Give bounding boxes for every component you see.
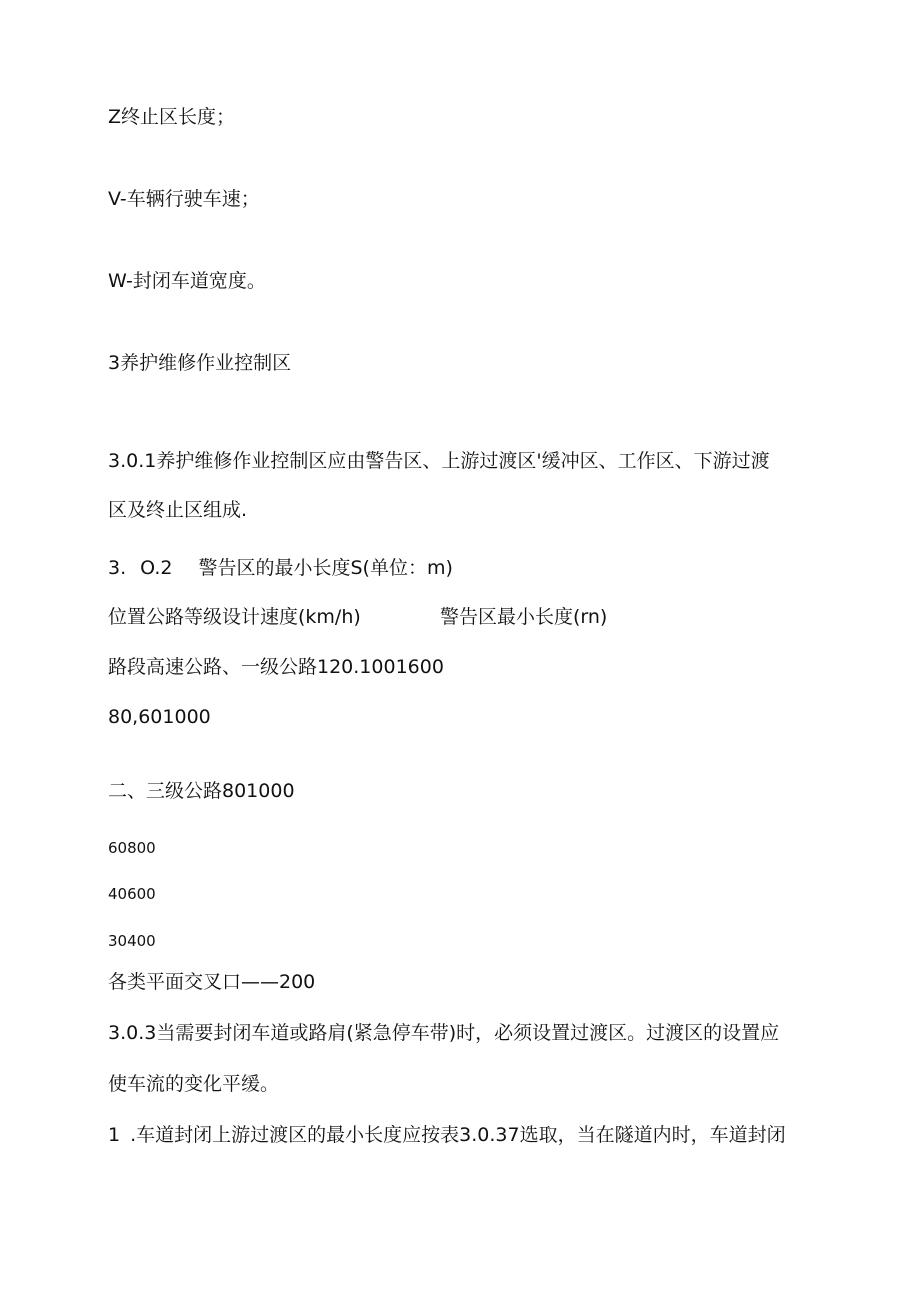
definition-w: W-封闭车道宽度。 — [108, 270, 266, 292]
clause-number-part1: 3. — [108, 557, 127, 579]
definition-z: Z终止区长度； — [108, 106, 236, 128]
clause-3-0-3-cont: 使车流的变化平缓。 — [108, 1073, 280, 1095]
list-item-1 — [108, 1123, 786, 1147]
clause-number-part2: O.2 — [140, 557, 173, 579]
definition-v: V-车辆行驶车速； — [108, 188, 260, 210]
list-item-number: 1 — [108, 1124, 121, 1146]
table-header — [108, 605, 608, 629]
table-row: 各类平面交叉口——200 — [108, 971, 316, 993]
list-item-text: .车道封闭上游过渡区的最小长度应按表3.0.37选取，当在隧道内时，车道封闭 — [130, 1124, 786, 1146]
table-row: 二、三级公路801000 — [108, 780, 295, 802]
clause-3-0-1: 3.0.1养护维修作业控制区应由警告区、上游过渡区'缓冲区、工作区、下游过渡 — [108, 450, 770, 472]
clause-3-0-1-cont: 区及终止区组成. — [108, 499, 248, 521]
table-row: 60800 — [108, 839, 156, 857]
table-row: 30400 — [108, 932, 156, 950]
table-header-left: 位置公路等级设计速度(km/h) — [108, 606, 361, 628]
clause-3-0-2 — [108, 556, 453, 580]
clause-3-0-3: 3.0.3当需要封闭车道或路肩(紧急停车带)时，必须设置过渡区。过渡区的设置应 — [108, 1022, 780, 1044]
section-heading: 3养护维修作业控制区 — [108, 352, 292, 374]
table-header-right: 警告区最小长度(rn) — [440, 606, 608, 628]
table-row: 80,601000 — [108, 706, 211, 728]
clause-3-0-2-title: 警告区的最小长度S(单位：m) — [198, 557, 453, 579]
table-row: 40600 — [108, 885, 156, 903]
table-row: 路段高速公路、一级公路120.1001600 — [108, 656, 444, 678]
